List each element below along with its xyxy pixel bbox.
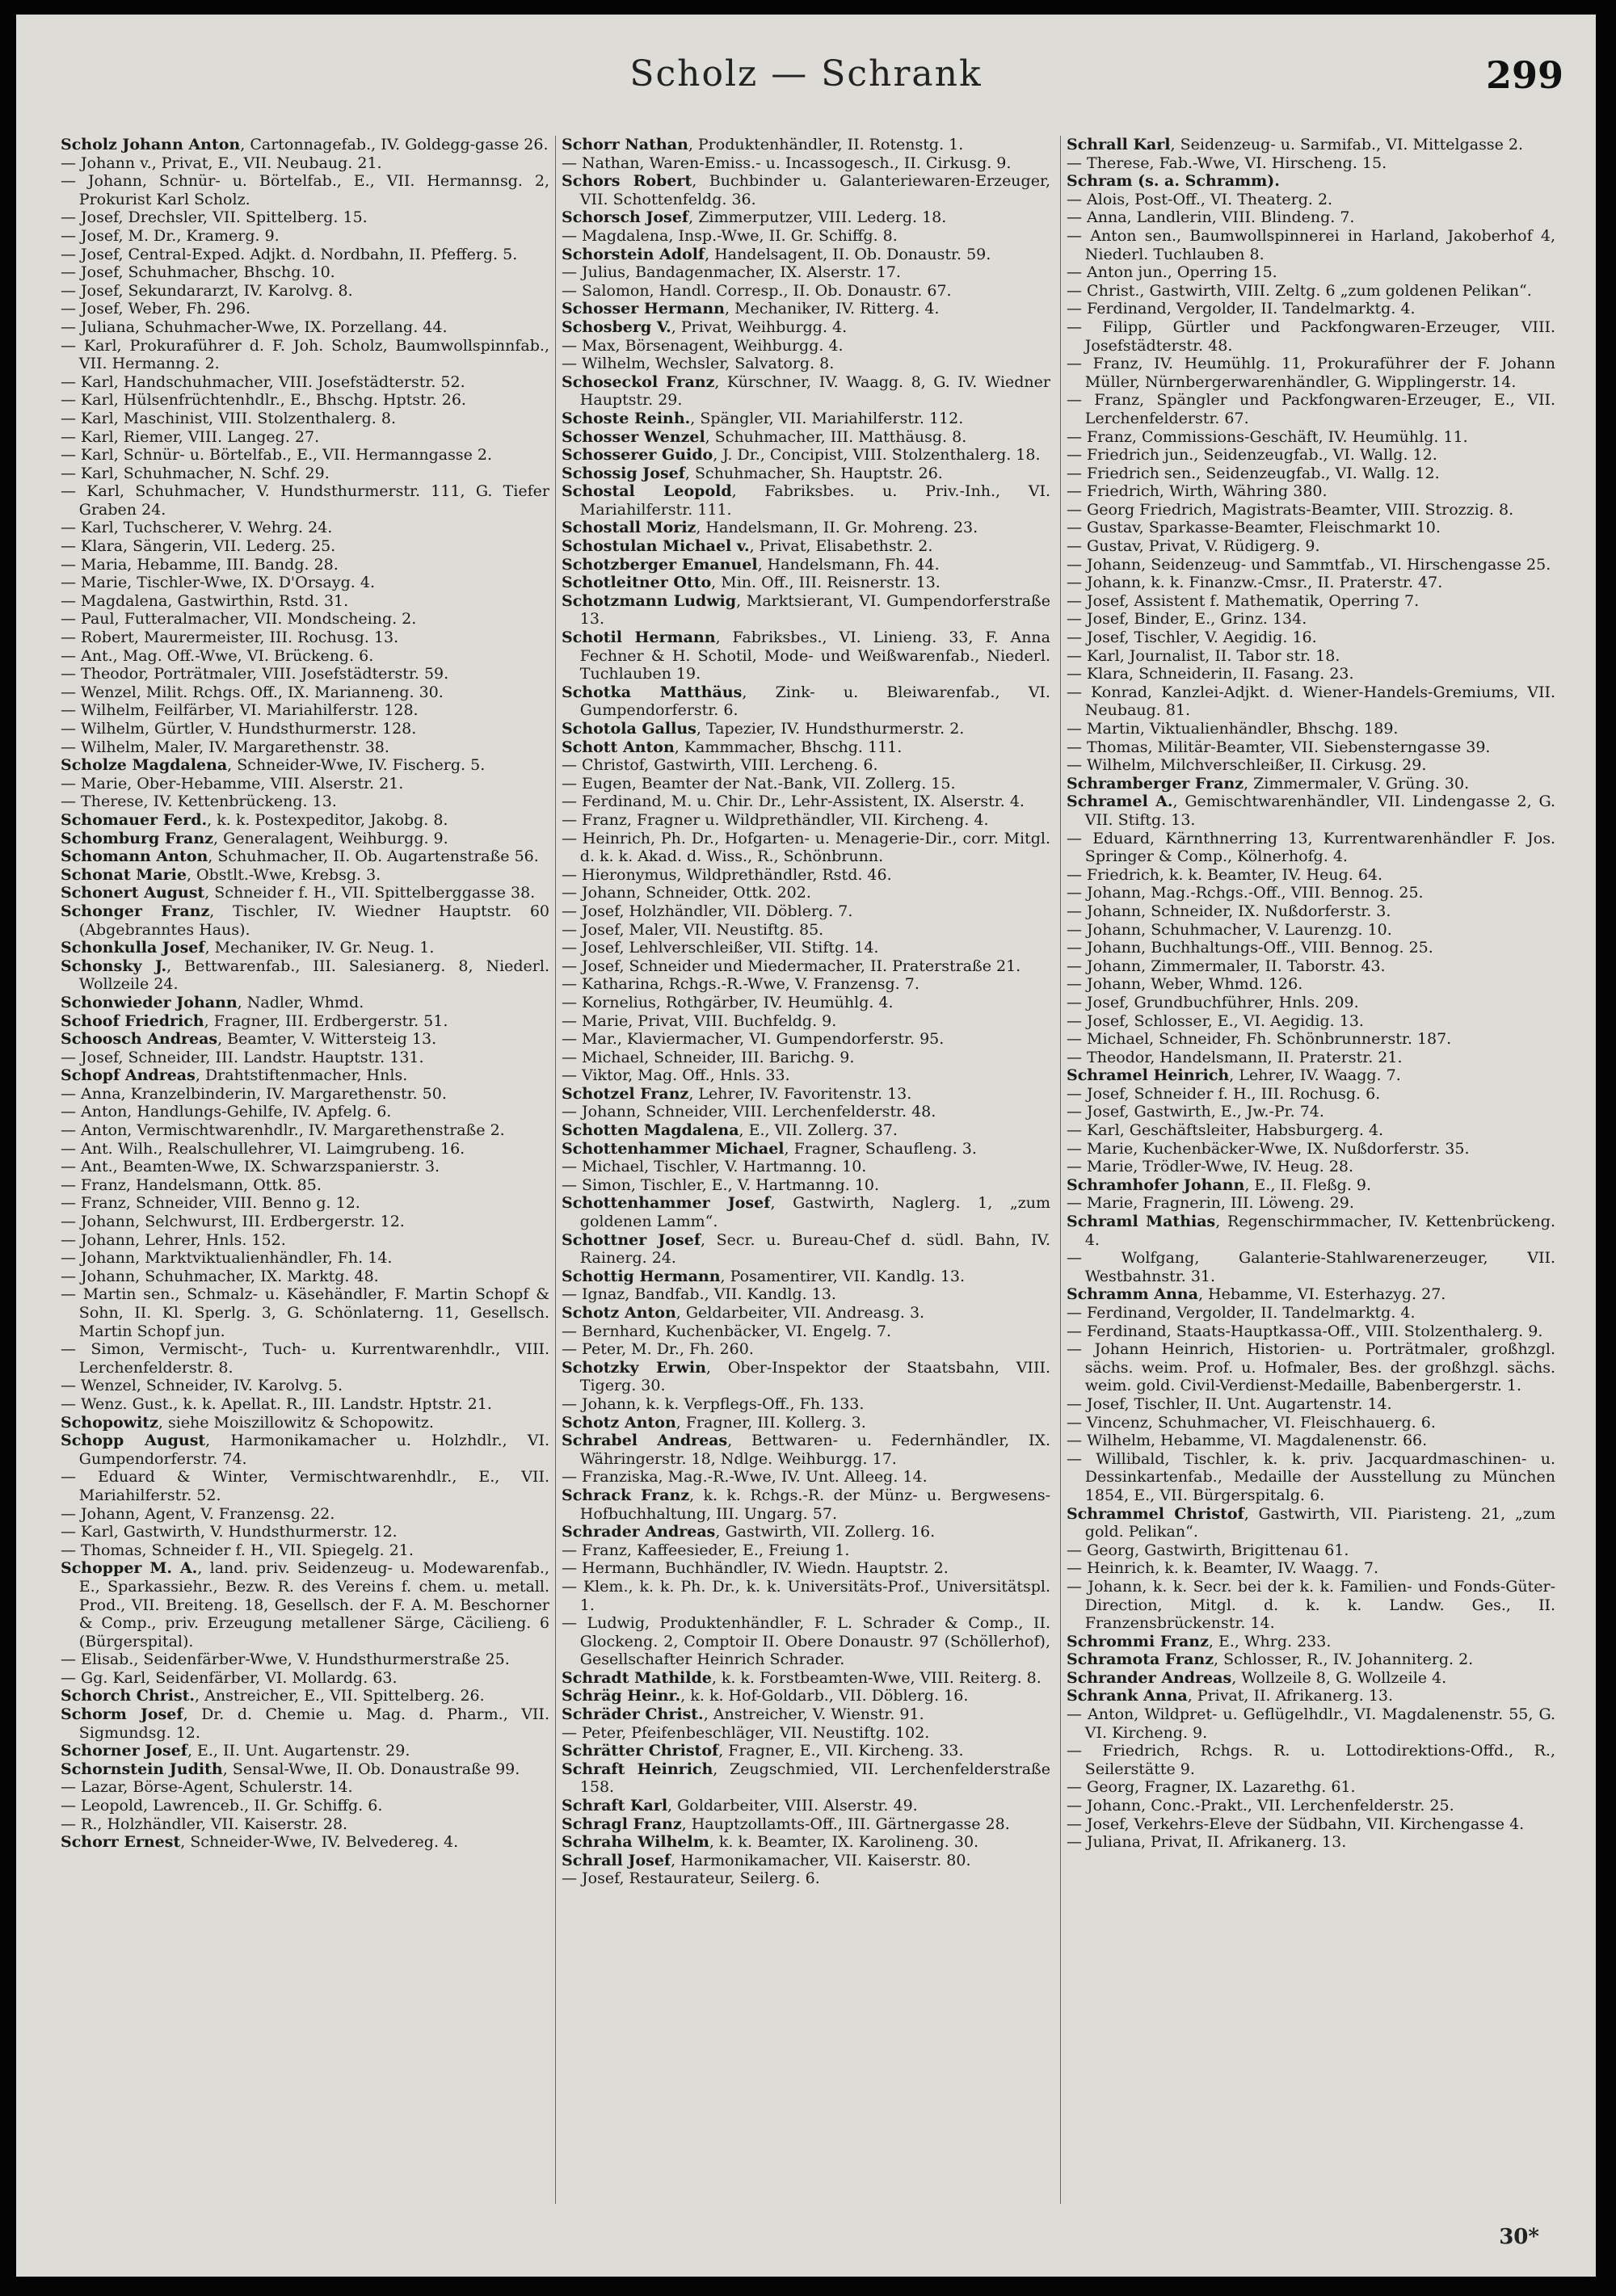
directory-entry: — Karl, Maschinist, VIII. Stolzenthalerg. 8.: [61, 409, 397, 427]
directory-entry: — Johann, Schneider, IX. Nußdorferstr. 3.: [1067, 902, 1391, 920]
directory-entry: Schotten Magdalena, E., VII. Zollerg. 37.: [562, 1121, 898, 1140]
directory-entry: — Ferdinand, Staats-Hauptkassa-Off., VIII. Stolzenthalerg. 9.: [1067, 1322, 1543, 1340]
directory-entry: Schrommi Franz, E., Whrg. 233.: [1067, 1632, 1332, 1651]
directory-entry: — Marie, Fragnerin, III. Löweng. 29.: [1067, 1194, 1354, 1213]
directory-entry: — Ant. Wilh., Realschullehrer, VI. Laimgrubeng. 16.: [61, 1139, 465, 1158]
directory-page: [16, 15, 1596, 2277]
directory-entry: Schräder Christ., Anstreicher, V. Wienstr. 91.: [562, 1705, 924, 1724]
directory-entry: — Wilhelm, Hebamme, VI. Magdalenenstr. 66.: [1067, 1432, 1428, 1450]
directory-entry: Schramel A., Gemischtwarenhändler, VII. Lindengasse 2, G. VII. Stiftg. 13.: [1067, 793, 1555, 829]
directory-entry: — Franz, IV. Heumühlg. 11, Prokuraführer der F. Johann Müller, Nürnbergerwarenhändler, G. Wipplingerstr. 14.: [1067, 355, 1555, 391]
directory-entry: — Wilhelm, Wechsler, Salvatorg. 8.: [562, 355, 835, 373]
directory-entry: — Salomon, Handl. Corresp., II. Ob. Donaustr. 67.: [562, 281, 952, 300]
directory-entry: Schrack Franz, k. k. Rchgs.-R. der Münz- u. Bergwesens-Hofbuchhaltung, III. Ungarg. 57.: [562, 1486, 1050, 1523]
directory-entry: — Karl, Schuhmacher, V. Hundsthurmerstr. 111, G. Tiefer Graben 24.: [61, 482, 549, 519]
directory-entry: — Wolfgang, Galanterie-Stahlwarenerzeuger, VII. Westbahnstr. 31.: [1067, 1249, 1555, 1285]
directory-entry: — Johann, Schnür- u. Börtelfab., E., VII. Hermannsg. 2, Prokurist Karl Scholz.: [61, 172, 549, 208]
directory-entry: — Hermann, Buchhändler, IV. Wiedn. Hauptstr. 2.: [562, 1559, 949, 1578]
directory-entry: — Karl, Journalist, II. Tabor str. 18.: [1067, 646, 1340, 665]
page-number: 299: [1485, 53, 1563, 97]
directory-entry: Schostal Leopold, Fabriksbes. u. Priv.-Inh., VI. Mariahilferstr. 111.: [562, 482, 1050, 519]
directory-entry: Schonert August, Schneider f. H., VII. Spittelberggasse 38.: [61, 884, 536, 902]
directory-entry: — Maria, Hebamme, III. Bandg. 28.: [61, 555, 339, 574]
directory-entry: Schonwieder Johann, Nadler, Whmd.: [61, 993, 364, 1011]
directory-entry: Schorsch Josef, Zimmerputzer, VIII. Lederg. 18.: [562, 208, 947, 227]
directory-entry: — Klara, Sängerin, VII. Lederg. 25.: [61, 537, 336, 556]
directory-entry: — Karl, Tuchscherer, V. Wehrg. 24.: [61, 519, 333, 537]
directory-entry: Schräg Heinr., k. k. Hof-Goldarb., VII. Döblerg. 16.: [562, 1687, 969, 1705]
directory-entry: — Josef, Verkehrs-Eleve der Südbahn, VII. Kirchengasse 4.: [1067, 1815, 1525, 1833]
directory-entry: — Elisab., Seidenfärber-Wwe, V. Hundsthurmerstraße 25.: [61, 1651, 510, 1669]
directory-entry: Schottenhammer Josef, Gastwirth, Naglerg. 1, „zum goldenen Lamm“.: [562, 1194, 1050, 1231]
directory-entry: Schram (s. a. Schramm).: [1067, 172, 1280, 191]
directory-entry: — R., Holzhändler, VII. Kaiserstr. 28.: [61, 1815, 348, 1833]
directory-entry: Schradt Mathilde, k. k. Forstbeamten-Wwe, VIII. Reiterg. 8.: [562, 1668, 1042, 1687]
directory-entry: Schorch Christ., Anstreicher, E., VII. Spittelberg. 26.: [61, 1687, 485, 1705]
directory-entry: — Michael, Schneider, III. Barichg. 9.: [562, 1048, 855, 1066]
signature-mark: 30*: [1499, 2225, 1539, 2249]
directory-entry: — Johann, Schuhmacher, IX. Marktg. 48.: [61, 1267, 379, 1285]
directory-entry: — Franz, Spängler und Packfongwaren-Erzeuger, E., VII. Lerchenfelderstr. 67.: [1067, 391, 1555, 427]
directory-entry: — Friedrich sen., Seidenzeugfab., VI. Wallg. 12.: [1067, 464, 1440, 482]
directory-entry: Schossig Josef, Schuhmacher, Sh. Hauptstr. 26.: [562, 464, 943, 482]
directory-entry: — Friedrich, Rchgs. R. u. Lottodirektions-Offd., R., Seilerstätte 9.: [1067, 1742, 1555, 1778]
directory-entry: — Johann, k. k. Finanzw.-Cmsr., II. Praterstr. 47.: [1067, 574, 1443, 592]
directory-entry: — Johann, Conc.-Prakt., VII. Lerchenfelderstr. 25.: [1067, 1797, 1454, 1815]
directory-entry: Schosberg V., Privat, Weihburgg. 4.: [562, 317, 848, 336]
directory-entry: Schramberger Franz, Zimmermaler, V. Grüng. 30.: [1067, 774, 1470, 793]
directory-entry: — Anna, Kranzelbinderin, IV. Margarethenstr. 50.: [61, 1084, 447, 1103]
directory-entry: — Johann v., Privat, E., VII. Neubaug. 21.: [61, 153, 382, 172]
directory-entry: Schottig Hermann, Posamentirer, VII. Kandlg. 13.: [562, 1267, 966, 1285]
directory-entry: Schonsky J., Bettwarenfab., III. Salesianerg. 8, Niederl. Wollzeile 24.: [61, 957, 549, 994]
directory-entry: — Heinrich, Ph. Dr., Hofgarten- u. Menagerie-Dir., corr. Mitgl. d. k. k. Akad. d. Wiss., R., Schönbrunn.: [562, 829, 1050, 866]
directory-entry: — Alois, Post-Off., VI. Theaterg. 2.: [1067, 190, 1333, 208]
directory-entry: Schonkulla Josef, Mechaniker, IV. Gr. Neug. 1.: [61, 939, 435, 957]
directory-entry: — Juliana, Privat, II. Afrikanerg. 13.: [1067, 1833, 1347, 1852]
directory-entry: Schostulan Michael v., Privat, Elisabethstr. 2.: [562, 537, 933, 556]
directory-entry: Schrall Karl, Seidenzeug- u. Sarmifab., VI. Mittelgasse 2.: [1067, 136, 1524, 153]
directory-entry: Schosser Wenzel, Schuhmacher, III. Matthäusg. 8.: [562, 427, 967, 446]
directory-entry: Schotola Gallus, Tapezier, IV. Hundsthurmerstr. 2.: [562, 720, 965, 738]
directory-entry: — Michael, Schneider, Fh. Schönbrunnerstr. 187.: [1067, 1030, 1452, 1049]
directory-entry: — Josef, Lehlverschleißer, VII. Stiftg. 14.: [562, 939, 879, 957]
directory-entry: Schotz Anton, Geldarbeiter, VII. Andreasg. 3.: [562, 1304, 925, 1322]
directory-entry: — Friedrich jun., Seidenzeugfab., VI. Wallg. 12.: [1067, 446, 1437, 465]
directory-entry: Scholz Johann Anton, Cartonnagefab., IV. Goldegg-gasse 26.: [61, 136, 549, 153]
directory-entry: — Mar., Klaviermacher, VI. Gumpendorferstr. 95.: [562, 1030, 945, 1049]
directory-entry: Schomburg Franz, Generalagent, Weihburgg. 9.: [61, 829, 448, 847]
directory-entry: — Max, Börsenagent, Weihburgg. 4.: [562, 336, 844, 355]
directory-entry: Schotzky Erwin, Ober-Inspektor der Staatsbahn, VIII. Tigerg. 30.: [562, 1358, 1050, 1395]
directory-entry: Schornstein Judith, Sensal-Wwe, II. Ob. Donaustraße 99.: [61, 1760, 520, 1778]
directory-entry: — Anton, Handlungs-Gehilfe, IV. Apfelg. 6.: [61, 1103, 392, 1121]
directory-entry: — Wilhelm, Gürtler, V. Hundsthurmerstr. 128.: [61, 720, 417, 738]
directory-entry: — Ant., Mag. Off.-Wwe, VI. Brückeng. 6.: [61, 646, 374, 665]
directory-entry: — Josef, Grundbuchführer, Hnls. 209.: [1067, 993, 1359, 1011]
directory-entry: — Robert, Maurermeister, III. Rochusg. 13.: [61, 629, 399, 647]
directory-entry: Schomann Anton, Schuhmacher, II. Ob. Augartenstraße 56.: [61, 847, 539, 866]
directory-entry: — Magdalena, Insp.-Wwe, II. Gr. Schiffg. 8.: [562, 226, 898, 245]
columns: [61, 136, 1572, 2204]
page-header: [16, 53, 1596, 110]
directory-entry: — Marie, Privat, VIII. Buchfeldg. 9.: [562, 1011, 837, 1030]
directory-entry: — Viktor, Mag. Off., Hnls. 33.: [562, 1066, 790, 1085]
directory-entry: — Christ., Gastwirth, VIII. Zeltg. 6 „zum goldenen Pelikan“.: [1067, 281, 1532, 300]
directory-entry: — Vincenz, Schuhmacher, VI. Fleischhauerg. 6.: [1067, 1413, 1436, 1432]
directory-entry: — Johann, Schuhmacher, V. Laurenzg. 10.: [1067, 920, 1392, 939]
directory-entry: — Juliana, Schuhmacher-Wwe, IX. Porzellang. 44.: [61, 317, 448, 336]
directory-entry: — Johann, Marktviktualienhändler, Fh. 14.: [61, 1249, 393, 1268]
directory-entry: — Anton, Vermischtwarenhdlr., IV. Margarethenstraße 2.: [61, 1121, 505, 1140]
directory-entry: — Marie, Trödler-Wwe, IV. Heug. 28.: [1067, 1158, 1354, 1176]
directory-entry: — Franz, Handelsmann, Ottk. 85.: [61, 1175, 322, 1194]
directory-entry: Scholze Magdalena, Schneider-Wwe, IV. Fischerg. 5.: [61, 756, 486, 775]
directory-entry: — Josef, Holzhändler, VII. Döblerg. 7.: [562, 902, 853, 920]
directory-entry: — Wilhelm, Feilfärber, VI. Mariahilferstr. 128.: [61, 701, 419, 720]
directory-entry: — Kornelius, Rothgärber, IV. Heumühlg. 4.: [562, 993, 894, 1011]
directory-entry: — Thomas, Militär-Beamter, VII. Siebensterngasse 39.: [1067, 738, 1491, 756]
directory-entry: — Julius, Bandagenmacher, IX. Alserstr. 17.: [562, 263, 901, 282]
directory-entry: — Karl, Riemer, VIII. Langeg. 27.: [61, 427, 320, 446]
directory-entry: Schramel Heinrich, Lehrer, IV. Waagg. 7.: [1067, 1066, 1401, 1085]
directory-entry: — Heinrich, k. k. Beamter, IV. Waagg. 7.: [1067, 1559, 1379, 1578]
directory-entry: — Friedrich, k. k. Beamter, IV. Heug. 64.: [1067, 865, 1383, 884]
directory-entry: — Johann, Weber, Whmd. 126.: [1067, 975, 1303, 994]
directory-entry: — Friedrich, Wirth, Währing 380.: [1067, 482, 1328, 501]
running-head: Scholz — Schrank: [629, 53, 983, 95]
column-3: [1067, 136, 1555, 2204]
directory-entry: — Magdalena, Gastwirthin, Rstd. 31.: [61, 591, 349, 610]
directory-entry: — Leopold, Lawrenceb., II. Gr. Schiffg. 6.: [61, 1797, 383, 1815]
directory-entry: Schotzmann Ludwig, Marktsierant, VI. Gumpendorferstraße 13.: [562, 591, 1050, 629]
directory-entry: — Wilhelm, Maler, IV. Margarethenstr. 38.: [61, 738, 389, 756]
directory-entry: Schrätter Christof, Fragner, E., VII. Kircheng. 33.: [562, 1742, 964, 1760]
directory-entry: Schragl Franz, Hauptzollamts-Off., III. Gärtnergasse 28.: [562, 1815, 1010, 1833]
directory-entry: Schott Anton, Kammmacher, Bhschg. 111.: [562, 738, 903, 756]
directory-entry: — Bernhard, Kuchenbäcker, VI. Engelg. 7.: [562, 1322, 892, 1340]
directory-entry: Schotz Anton, Fragner, III. Kollerg. 3.: [562, 1413, 866, 1432]
directory-entry: — Josef, Restaurateur, Seilerg. 6.: [562, 1869, 820, 1888]
directory-entry: — Ferdinand, Vergolder, II. Tandelmarktg. 4.: [1067, 1304, 1416, 1322]
directory-entry: — Josef, Tischler, II. Unt. Augartenstr. 14.: [1067, 1394, 1392, 1413]
directory-entry: — Karl, Prokuraführer d. F. Joh. Scholz, Baumwollspinnfab., VII. Hermanng. 2.: [61, 336, 549, 373]
directory-entry: — Johann, Buchhaltungs-Off., VIII. Bennog. 25.: [1067, 939, 1433, 957]
directory-entry: — Josef, Tischler, V. Aegidig. 16.: [1067, 629, 1317, 647]
directory-entry: — Gustav, Privat, V. Rüdigerg. 9.: [1067, 537, 1320, 556]
directory-entry: — Eduard, Kärnthnerring 13, Kurrentwarenhändler F. Jos. Springer & Comp., Kölnerhofg. 4.: [1067, 829, 1555, 866]
directory-entry: Schottner Josef, Secr. u. Bureau-Chef d. südl. Bahn, IV. Rainerg. 24.: [562, 1230, 1050, 1268]
directory-entry: — Johann, Selchwurst, III. Erdbergerstr. 12.: [61, 1213, 405, 1231]
directory-entry: — Josef, Assistent f. Mathematik, Operring 7.: [1067, 591, 1420, 610]
directory-entry: — Josef, Schneider f. H., III. Rochusg. 6.: [1067, 1084, 1381, 1103]
directory-entry: — Filipp, Gürtler und Packfongwaren-Erzeuger, VIII. Josefstädterstr. 48.: [1067, 317, 1555, 355]
directory-entry: Schorr Nathan, Produktenhändler, II. Rotenstg. 1.: [562, 136, 964, 153]
directory-entry: — Lazar, Börse-Agent, Schulerstr. 14.: [61, 1778, 353, 1797]
directory-entry: Schoste Reinh., Spängler, VII. Mariahilferstr. 112.: [562, 409, 964, 427]
directory-entry: — Willibald, Tischler, k. k. priv. Jacquardmaschinen- u. Dessinkartenfab., Medaille der Ausstellung zu München 1854, E., VII. Bürgerspitalg. 6.: [1067, 1449, 1555, 1504]
directory-entry: Schrabel Andreas, Bettwaren- u. Federnhändler, IX. Währingerstr. 18, Ndlge. Weihburgg. 17.: [562, 1432, 1050, 1468]
directory-entry: — Wenzel, Milit. Rchgs. Off., IX. Marianneng. 30.: [61, 683, 444, 701]
directory-entry: — Konrad, Kanzlei-Adjkt. d. Wiener-Handels-Gremiums, VII. Neubaug. 81.: [1067, 683, 1555, 720]
directory-entry: Schraft Karl, Goldarbeiter, VIII. Alserstr. 49.: [562, 1797, 918, 1815]
directory-entry: Schotka Matthäus, Zink- u. Bleiwarenfab., VI. Gumpendorferstr. 6.: [562, 683, 1050, 720]
directory-entry: — Johann, Schneider, VIII. Lerchenfelderstr. 48.: [562, 1103, 936, 1121]
directory-entry: — Therese, Fab.-Wwe, VI. Hirscheng. 15.: [1067, 153, 1387, 172]
directory-entry: Schorner Josef, E., II. Unt. Augartenstr. 29.: [61, 1742, 410, 1760]
directory-entry: — Wenz. Gust., k. k. Apellat. R., III. Landstr. Hptstr. 21.: [61, 1394, 492, 1413]
directory-entry: — Johann, k. k. Verpflegs-Off., Fh. 133.: [562, 1394, 865, 1413]
directory-entry: — Franz, Fragner u. Wildprethändler, VII. Kircheng. 4.: [562, 810, 989, 829]
directory-entry: — Georg, Gastwirth, Brigittenau 61.: [1067, 1541, 1349, 1559]
directory-entry: — Eduard & Winter, Vermischtwarenhdlr., E., VII. Mariahilferstr. 52.: [61, 1468, 549, 1504]
directory-entry: Schraha Wilhelm, k. k. Beamter, IX. Karolineng. 30.: [562, 1833, 979, 1852]
directory-entry: Schrank Anna, Privat, II. Afrikanerg. 13.: [1067, 1687, 1394, 1705]
directory-entry: — Josef, Maler, VII. Neustiftg. 85.: [562, 920, 824, 939]
directory-entry: — Marie, Kuchenbäcker-Wwe, IX. Nußdorferstr. 35.: [1067, 1139, 1470, 1158]
directory-entry: — Christof, Gastwirth, VIII. Lercheng. 6.: [562, 756, 878, 775]
directory-entry: — Johann, k. k. Secr. bei der k. k. Familien- und Fonds-Güter-Direction, Mitgl. d. k. k. Landw. Ges., II. Franzensbrückenstr. 14.: [1067, 1577, 1555, 1633]
column-2: [562, 136, 1050, 2204]
directory-entry: Schorstein Adolf, Handelsagent, II. Ob. Donaustr. 59.: [562, 245, 991, 263]
directory-entry: — Josef, Schlosser, E., VI. Aegidig. 13.: [1067, 1011, 1364, 1030]
directory-entry: — Martin sen., Schmalz- u. Käsehändler, F. Martin Schopf & Sohn, II. Kl. Sperlg. 3, G. Schönlaterng. 11, Gesellsch. Martin Schopf jun.: [61, 1285, 549, 1340]
directory-entry: — Franz, Commissions-Geschäft, IV. Heumühlg. 11.: [1067, 427, 1468, 446]
directory-entry: — Johann Heinrich, Historien- u. Porträtmaler, großhzgl. sächs. weim. Prof. u. Hofmaler, Bes. der großhzgl. sächs. weim. gold. Civil-Verdienst-Medaille, Babenbergerstr. 1.: [1067, 1340, 1555, 1395]
directory-entry: Schraft Heinrich, Zeugschmied, VII. Lerchenfelderstraße 158.: [562, 1760, 1050, 1797]
directory-entry: — Eugen, Beamter der Nat.-Bank, VII. Zollerg. 15.: [562, 774, 956, 793]
directory-entry: — Franziska, Mag.-R.-Wwe, IV. Unt. Alleeg. 14.: [562, 1468, 928, 1487]
directory-entry: — Josef, Schneider, III. Landstr. Hauptstr. 131.: [61, 1048, 424, 1066]
directory-entry: — Johann, Agent, V. Franzensg. 22.: [61, 1504, 335, 1523]
directory-entry: — Ignaz, Bandfab., VII. Kandlg. 13.: [562, 1285, 836, 1304]
directory-entry: — Thomas, Schneider f. H., VII. Spiegelg. 21.: [61, 1541, 414, 1559]
directory-entry: — Anton sen., Baumwollspinnerei in Harland, Jakoberhof 4, Niederl. Tuchlauben 8.: [1067, 226, 1555, 263]
directory-entry: Schopf Andreas, Drahtstiftenmacher, Hnls.: [61, 1066, 408, 1085]
directory-entry: — Johann, Seidenzeug- und Sammtfab., VI. Hirschengasse 25.: [1067, 555, 1551, 574]
directory-entry: — Johann, Lehrer, Hnls. 152.: [61, 1230, 286, 1249]
directory-entry: — Therese, IV. Kettenbrückeng. 13.: [61, 793, 337, 811]
directory-entry: Schors Robert, Buchbinder u. Galanteriewaren-Erzeuger, VII. Schottenfeldg. 36.: [562, 172, 1050, 208]
directory-entry: — Karl, Handschuhmacher, VIII. Josefstädterstr. 52.: [61, 372, 465, 391]
directory-entry: — Karl, Schnür- u. Börtelfab., E., VII. Hermanngasse 2.: [61, 446, 493, 465]
directory-entry: — Ferdinand, Vergolder, II. Tandelmarktg. 4.: [1067, 300, 1416, 318]
directory-entry: — Nathan, Waren-Emiss.- u. Incassogesch., II. Cirkusg. 9.: [562, 153, 1012, 172]
directory-entry: — Josef, Schuhmacher, Bhschg. 10.: [61, 263, 335, 282]
directory-entry: Schotzberger Emanuel, Handelsmann, Fh. 44.: [562, 555, 940, 574]
directory-entry: Schopper M. A., land. priv. Seidenzeug- u. Modewarenfab., E., Sparkassiehr., Bezw. R. des Vereins f. chem. u. metall. Prod., VII. Breiteng. 18, Gesellsch. der F. A. M. Beschorner & Comp., priv. Erzeugung metallener Särge, Cäcilieng. 6 (Bürgerspital).: [61, 1559, 549, 1651]
directory-entry: Schopp August, Harmonikamacher u. Holzhdlr., VI. Gumpendorferstr. 74.: [61, 1432, 549, 1468]
directory-entry: — Josef, Sekundararzt, IV. Karolvg. 8.: [61, 281, 353, 300]
directory-entry: — Klara, Schneiderin, II. Fasang. 23.: [1067, 665, 1354, 683]
directory-entry: — Michael, Tischler, V. Hartmanng. 10.: [562, 1158, 867, 1176]
directory-entry: — Johann, Mag.-Rchgs.-Off., VIII. Bennog. 25.: [1067, 884, 1424, 902]
directory-entry: Schostall Moriz, Handelsmann, II. Gr. Mohreng. 23.: [562, 519, 978, 537]
directory-entry: — Ant., Beamten-Wwe, IX. Schwarzspanierstr. 3.: [61, 1158, 440, 1176]
directory-entry: — Wilhelm, Milchverschleißer, II. Cirkusg. 29.: [1067, 756, 1427, 775]
directory-entry: — Hieronymus, Wildprethändler, Rstd. 46.: [562, 865, 892, 884]
directory-entry: — Georg, Fragner, IX. Lazarethg. 61.: [1067, 1778, 1356, 1797]
directory-entry: Schoof Friedrich, Fragner, III. Erdbergerstr. 51.: [61, 1011, 448, 1030]
directory-entry: — Johann, Schneider, Ottk. 202.: [562, 884, 811, 902]
directory-entry: — Ferdinand, M. u. Chir. Dr., Lehr-Assistent, IX. Alserstr. 4.: [562, 793, 1025, 811]
directory-entry: Schotzel Franz, Lehrer, IV. Favoritenstr. 13.: [562, 1084, 912, 1103]
directory-entry: — Franz, Kaffeesieder, E., Freiung 1.: [562, 1541, 850, 1559]
directory-entry: — Anna, Landlerin, VIII. Blindeng. 7.: [1067, 208, 1355, 227]
directory-entry: — Josef, Gastwirth, E., Jw.-Pr. 74.: [1067, 1103, 1324, 1121]
directory-entry: — Anton, Wildpret- u. Geflügelhdlr., VI. Magdalenenstr. 55, G. VI. Kircheng. 9.: [1067, 1705, 1555, 1742]
directory-entry: — Karl, Gastwirth, V. Hundsthurmerstr. 12.: [61, 1523, 398, 1541]
directory-entry: Schramhofer Johann, E., II. Fleßg. 9.: [1067, 1175, 1372, 1194]
directory-entry: Schramota Franz, Schlosser, R., IV. Johanniterg. 2.: [1067, 1651, 1474, 1669]
directory-entry: Schoseckol Franz, Kürschner, IV. Waagg. 8, G. IV. Wiedner Hauptstr. 29.: [562, 372, 1050, 410]
directory-entry: — Klem., k. k. Ph. Dr., k. k. Universitäts-Prof., Universitätspl. 1.: [562, 1577, 1050, 1614]
directory-entry: Schotleitner Otto, Min. Off., III. Reisnerstr. 13.: [562, 574, 941, 592]
directory-entry: — Wenzel, Schneider, IV. Karolvg. 5.: [61, 1377, 343, 1395]
directory-entry: — Ludwig, Produktenhändler, F. L. Schrader & Comp., II. Glockeng. 2, Comptoir II. Obere Donaustr. 97 (Schöllerhof), Gesellschafter Heinrich Schrader.: [562, 1614, 1050, 1669]
directory-entry: — Martin, Viktualienhändler, Bhschg. 189.: [1067, 720, 1399, 738]
directory-entry: Schramm Anna, Hebamme, VI. Esterhazyg. 27.: [1067, 1285, 1446, 1304]
directory-entry: — Gustav, Sparkasse-Beamter, Fleischmarkt 10.: [1067, 519, 1441, 537]
directory-entry: Schomauer Ferd., k. k. Postexpeditor, Jakobg. 8.: [61, 810, 448, 829]
directory-entry: Schoosch Andreas, Beamter, V. Wittersteig 13.: [61, 1030, 437, 1049]
directory-entry: Schotil Hermann, Fabriksbes., VI. Linieng. 33, F. Anna Fechner & H. Schotil, Mode- und Weißwarenfab., Niederl. Tuchlauben 19.: [562, 629, 1050, 683]
directory-entry: — Karl, Hülsenfrüchtenhdlr., E., Bhschg. Hptstr. 26.: [61, 391, 466, 410]
directory-entry: — Anton jun., Operring 15.: [1067, 263, 1277, 282]
directory-entry: — Gg. Karl, Seidenfärber, VI. Mollardg. 63.: [61, 1668, 398, 1687]
directory-entry: Schopowitz, siehe Moiszillowitz & Schopowitz.: [61, 1413, 434, 1432]
directory-entry: — Theodor, Handelsmann, II. Praterstr. 21.: [1067, 1048, 1403, 1066]
directory-entry: — Josef, Weber, Fh. 296.: [61, 300, 251, 318]
directory-entry: — Franz, Schneider, VIII. Benno g. 12.: [61, 1194, 360, 1213]
directory-entry: Schrall Josef, Harmonikamacher, VII. Kaiserstr. 80.: [562, 1851, 971, 1869]
directory-entry: — Josef, Central-Exped. Adjkt. d. Nordbahn, II. Pfefferg. 5.: [61, 245, 518, 263]
directory-entry: Schonat Marie, Obstlt.-Wwe, Krebsg. 3.: [61, 865, 381, 884]
directory-entry: — Josef, M. Dr., Kramerg. 9.: [61, 226, 280, 245]
directory-entry: — Simon, Vermischt-, Tuch- u. Kurrentwarenhdlr., VIII. Lerchenfelderstr. 8.: [61, 1340, 549, 1377]
directory-entry: — Josef, Binder, E., Grinz. 134.: [1067, 610, 1307, 629]
column-1: [61, 136, 549, 2204]
directory-entry: — Georg Friedrich, Magistrats-Beamter, VIII. Strozzig. 8.: [1067, 500, 1514, 519]
directory-entry: Schosser Hermann, Mechaniker, IV. Ritterg. 4.: [562, 300, 940, 318]
directory-entry: Schrammel Christof, Gastwirth, VII. Piaristeng. 21, „zum gold. Pelikan“.: [1067, 1504, 1555, 1541]
directory-entry: — Katharina, Rchgs.-R.-Wwe, V. Franzensg. 7.: [562, 975, 920, 994]
directory-entry: — Peter, Pfeifenbeschläger, VII. Neustiftg. 102.: [562, 1723, 930, 1742]
directory-entry: Schorr Ernest, Schneider-Wwe, IV. Belvedereg. 4.: [61, 1833, 459, 1852]
directory-entry: Schorm Josef, Dr. d. Chemie u. Mag. d. Pharm., VII. Sigmundsg. 12.: [61, 1705, 549, 1742]
directory-entry: — Marie, Tischler-Wwe, IX. D'Orsayg. 4.: [61, 574, 375, 592]
directory-entry: Schonger Franz, Tischler, IV. Wiedner Hauptstr. 60 (Abgebranntes Haus).: [61, 902, 549, 939]
directory-entry: Schottenhammer Michael, Fragner, Schaufleng. 3.: [562, 1139, 977, 1158]
directory-entry: Schraml Mathias, Regenschirmmacher, IV. Kettenbrückeng. 4.: [1067, 1213, 1555, 1249]
directory-entry: — Paul, Futteralmacher, VII. Mondscheing. 2.: [61, 610, 417, 629]
directory-entry: — Josef, Drechsler, VII. Spittelberg. 15.: [61, 208, 368, 227]
directory-entry: — Simon, Tischler, E., V. Hartmanng. 10.: [562, 1175, 880, 1194]
directory-entry: Schrander Andreas, Wollzeile 8, G. Wollzeile 4.: [1067, 1668, 1447, 1687]
directory-entry: — Marie, Ober-Hebamme, VIII. Alserstr. 21.: [61, 774, 404, 793]
directory-entry: — Peter, M. Dr., Fh. 260.: [562, 1340, 754, 1359]
directory-entry: — Karl, Geschäftsleiter, Habsburgerg. 4.: [1067, 1121, 1384, 1140]
directory-entry: — Johann, Zimmermaler, II. Taborstr. 43.: [1067, 957, 1386, 975]
directory-entry: Schosserer Guido, J. Dr., Concipist, VIII. Stolzenthalerg. 18.: [562, 446, 1041, 465]
directory-entry: — Josef, Schneider und Miedermacher, II. Praterstraße 21.: [562, 957, 1021, 975]
directory-entry: — Karl, Schuhmacher, N. Schf. 29.: [61, 464, 330, 482]
directory-entry: Schrader Andreas, Gastwirth, VII. Zollerg. 16.: [562, 1523, 936, 1541]
directory-entry: — Theodor, Porträtmaler, VIII. Josefstädterstr. 59.: [61, 665, 449, 683]
